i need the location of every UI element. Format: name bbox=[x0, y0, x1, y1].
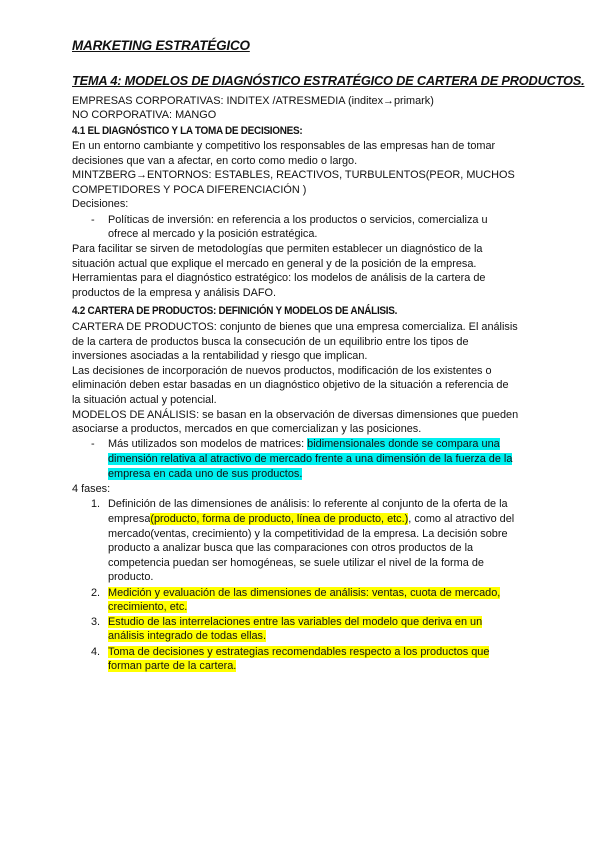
fase-line bbox=[108, 586, 500, 601]
highlighted-text: análisis integrado de todas ellas. bbox=[108, 630, 267, 642]
fase-text: , como al atractivo del bbox=[408, 513, 515, 525]
highlighted-text: Medición y evaluación de las dimensiones de análisis: ventas, cuota de mercado, bbox=[108, 587, 501, 599]
bullet-dash: - bbox=[91, 438, 95, 450]
highlighted-text: (producto, forma de producto, línea de producto, etc.) bbox=[150, 513, 409, 525]
fase-line bbox=[108, 600, 187, 615]
fase-line: Definición de las dimensiones de análisis: lo referente al conjunto de la oferta de la bbox=[108, 498, 508, 510]
matrices-bullet-line bbox=[108, 437, 500, 452]
matrices-bullet-line bbox=[108, 452, 512, 467]
fase-line bbox=[108, 659, 236, 674]
highlighted-text: forman parte de la cartera. bbox=[108, 660, 237, 672]
paragraph-line: Las decisiones de incorporación de nuevos productos, modificación de los existentes o bbox=[72, 365, 492, 377]
list-number: 3. bbox=[91, 616, 101, 628]
no-corporativa-text: NO CORPORATIVA: MANGO bbox=[72, 109, 217, 121]
paragraph-line: Para facilitar se sirven de metodologías que permiten establecer un diagnóstico de la bbox=[72, 243, 483, 255]
paragraph-line: la situación actual y potencial. bbox=[72, 394, 217, 406]
highlighted-text: bidimensionales donde se compara una bbox=[307, 438, 500, 450]
paragraph-line: COMPETIDORES Y POCA DIFERENCIACIÓN ) bbox=[72, 184, 307, 196]
fase-line: competencia puedan ser homogéneas, se suele utilizar el nivel de la forma de bbox=[108, 557, 484, 569]
paragraph-line: situación actual que explique el mercado en general y de la posición de la empresa. bbox=[72, 258, 477, 270]
paragraph-line: CARTERA DE PRODUCTOS: conjunto de bienes que una empresa comercializa. El análisis bbox=[72, 321, 518, 333]
fase-line: producto. bbox=[108, 571, 154, 583]
paragraph-line: En un entorno cambiante y competitivo los responsables de las empresas han de tomar bbox=[72, 140, 496, 152]
empresas-corporativas-text: EMPRESAS CORPORATIVAS: INDITEX /ATRESMEDIA (inditex→primark) bbox=[72, 95, 434, 107]
list-number: 2. bbox=[91, 587, 101, 599]
matrices-bullet-line bbox=[108, 467, 302, 482]
highlighted-text: Toma de decisiones y estrategias recomendables respecto a los productos que bbox=[108, 646, 490, 658]
list-number: 1. bbox=[91, 498, 101, 510]
paragraph-line: de la cartera de productos busca la consecución de un equilibrio entre los tipos de bbox=[72, 336, 469, 348]
bullet-line: Políticas de inversión: en referencia a los productos o servicios, comercializa u bbox=[108, 214, 488, 226]
fase-line: producto a analizar busca que las comparaciones con otros productos de la bbox=[108, 542, 474, 554]
tema-heading: TEMA 4: MODELOS DE DIAGNÓSTICO ESTRATÉGICO DE CARTERA DE PRODUCTOS. bbox=[72, 73, 585, 88]
paragraph-line: asociarse a productos, mercados en que comercializan y las posiciones. bbox=[72, 423, 422, 435]
list-number: 4. bbox=[91, 646, 101, 658]
paragraph-line: MINTZBERG→ENTORNOS: ESTABLES, REACTIVOS, TURBULENTOS(PEOR, MUCHOS bbox=[72, 169, 515, 181]
paragraph-line: decisiones que van a afectar, en corto como medio o largo. bbox=[72, 155, 358, 167]
paragraph-line: productos de la empresa y análisis DAFO. bbox=[72, 287, 276, 299]
fase-text: empresa bbox=[108, 513, 151, 525]
section-4-1-heading: 4.1 EL DIAGNÓSTICO Y LA TOMA DE DECISIONES: bbox=[72, 125, 303, 137]
highlighted-text: dimensión relativa al atractivo de mercado frente a una dimensión de la fuerza de la bbox=[108, 453, 513, 465]
section-4-2-heading: 4.2 CARTERA DE PRODUCTOS: DEFINICIÓN Y MODELOS DE ANÁLISIS. bbox=[72, 305, 398, 317]
bullet-dash: - bbox=[91, 214, 95, 226]
fase-line bbox=[108, 512, 514, 527]
fase-line bbox=[108, 645, 489, 660]
paragraph-line: inversiones asociadas a la rentabilidad y riesgo que implican. bbox=[72, 350, 368, 362]
paragraph-line: Herramientas para el diagnóstico estratégico: los modelos de análisis de la cartera de bbox=[72, 272, 486, 284]
fase-line: mercado(ventas, crecimiento) y la competitividad de la empresa. La decisión sobre bbox=[108, 528, 508, 540]
decisiones-label: Decisiones: bbox=[72, 198, 129, 210]
highlighted-text: crecimiento, etc. bbox=[108, 601, 188, 613]
paragraph-line: MODELOS DE ANÁLISIS: se basan en la observación de diversas dimensiones que pueden bbox=[72, 409, 519, 421]
paragraph-line: eliminación deben estar basadas en un diagnóstico objetivo de la situación a referencia de bbox=[72, 379, 509, 391]
highlighted-text: Estudio de las interrelaciones entre las variables del modelo que deriva en un bbox=[108, 616, 483, 628]
matrices-text: Más utilizados son modelos de matrices: bbox=[108, 438, 308, 450]
fase-line bbox=[108, 615, 482, 630]
fases-label: 4 fases: bbox=[72, 483, 111, 495]
fase-line bbox=[108, 629, 266, 644]
highlighted-text: empresa en cada uno de sus productos. bbox=[108, 468, 303, 480]
document-title: MARKETING ESTRATÉGICO bbox=[72, 38, 250, 53]
bullet-line: ofrece al mercado y la posición estratégica. bbox=[108, 228, 318, 240]
